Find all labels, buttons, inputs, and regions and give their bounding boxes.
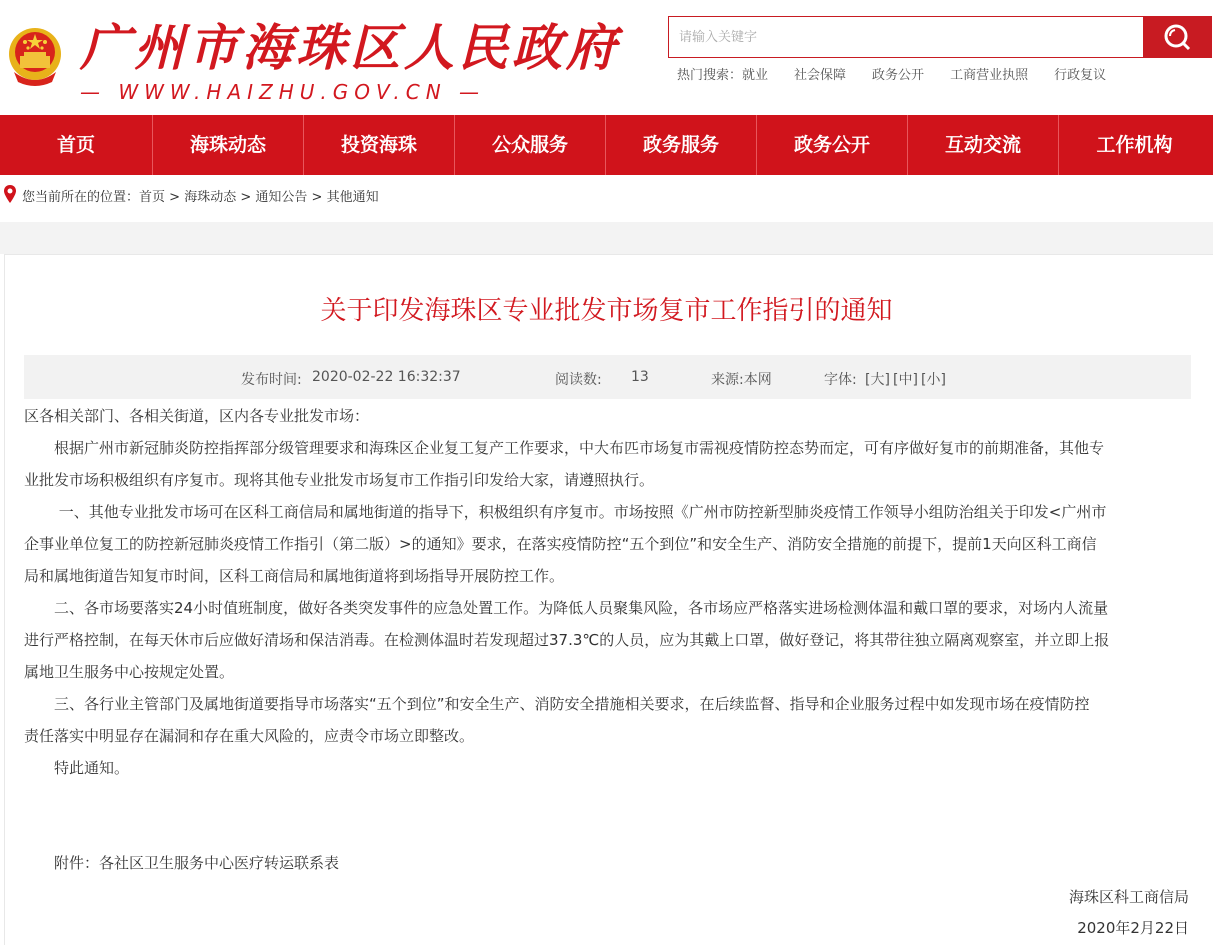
nav-item-public-service[interactable]: 公众服务 (455, 115, 606, 175)
search-box (668, 16, 1144, 58)
paragraph-4 (24, 688, 1194, 752)
closing: 特此通知。 (24, 759, 130, 777)
hot-term-social-security[interactable]: 社会保障 (794, 68, 847, 83)
paragraph-line: 一、其他专业批发市场可在区科工商信局和属地街道的指导下，积极组织有序复市。市场按照《广州市防控新型肺炎疫情工作领导小组防治组关于印发<广州市 (24, 503, 1107, 521)
font-size-small-button[interactable]: [小] (921, 372, 946, 388)
paragraph-line: 根据广州市新冠肺炎防控指挥部分级管理要求和海珠区企业复工复产工作要求，中大布匹市场复市需视疫情防控态势而定，可有序做好复市的前期准备，其他专 (24, 439, 1105, 457)
nav-item-interaction[interactable]: 互动交流 (908, 115, 1059, 175)
reads-label: 阅读数: (555, 372, 602, 388)
paragraph-line: 责任落实中明显存在漏洞和存在重大风险的，应责令市场立即整改。 (24, 727, 475, 745)
nav-item-gov-affairs[interactable]: 政务公开 (757, 115, 908, 175)
font-size-label: 字体: (824, 372, 857, 388)
hot-search-label: 热门搜索： (677, 68, 743, 83)
publish-label: 发布时间: (241, 372, 302, 388)
breadcrumb-notices[interactable]: 通知公告 (255, 190, 308, 205)
breadcrumb-home[interactable]: 首页 (139, 190, 166, 205)
hot-search (677, 64, 1132, 83)
search-icon (1143, 16, 1212, 58)
paragraph-line: 三、各行业主管部门及属地街道要指导市场落实“五个到位”和安全生产、消防安全措施相关要求，在后续监督、指导和企业服务过程中如发现市场在疫情防控 (24, 695, 1090, 713)
signature-date: 2020年2月22日 (1077, 919, 1189, 937)
nav-item-agencies[interactable]: 工作机构 (1096, 134, 1173, 156)
nav-item-invest[interactable]: 投资海珠 (304, 115, 455, 175)
publish-time: 2020-02-22 16:32:37 (312, 369, 461, 385)
signature: 海珠区科工商信局 (1068, 888, 1189, 906)
paragraph-line: 进行严格控制，在每天休市后应做好清场和保洁消毒。在检测体温时若发现超过37.3℃的人员，应为其戴上口罩，做好登记，将其带往独立隔离观察室，并立即上报 (24, 631, 1110, 649)
article-title: 关于印发海珠区专业批发市场复市工作指引的通知 (320, 296, 893, 326)
paragraph-line: 局和属地街道告知复市时间，区科工商信局和属地街道将到场指导开展防控工作。 (24, 567, 565, 585)
article-meta (24, 355, 1191, 399)
attachment-link[interactable]: 附件：各社区卫生服务中心医疗转运联系表 (24, 854, 340, 872)
location-pin-icon (3, 184, 17, 204)
source: 来源:本网 (711, 372, 772, 388)
search-button[interactable] (1143, 16, 1212, 58)
nav-item-home[interactable]: 首页 (0, 115, 153, 175)
hot-term-business-license[interactable]: 工商营业执照 (950, 68, 1029, 83)
paragraph-line: 业批发市场积极组织有序复市。现将其他专业批发市场复市工作指引印发给大家，请遵照执行。 (24, 471, 655, 489)
font-size-medium-button[interactable]: [中] (893, 372, 918, 388)
paragraph-line: 企事业单位复工的防控新冠肺炎疫情工作指引（第二版）>的通知》要求，在落实疫情防控“五个到位”和安全生产、消防安全措施的前提下，提前1天向区科工商信 (24, 535, 1097, 553)
breadcrumb-haizhu-news[interactable]: 海珠动态 (184, 190, 237, 205)
divider-band (0, 222, 1213, 254)
hot-term-admin-review[interactable]: 行政复议 (1054, 68, 1107, 83)
site-title: 广州市海珠区人民政府 (80, 18, 620, 77)
main-nav (0, 115, 1213, 175)
hot-term-jiuye[interactable]: 就业 (742, 68, 769, 83)
site-header (0, 0, 1213, 115)
breadcrumb-sep: > (236, 190, 256, 205)
paragraph-2 (24, 496, 1194, 592)
breadcrumb-sep: > (307, 190, 327, 205)
search-input[interactable] (669, 17, 1159, 57)
breadcrumb-prefix: 您当前所在的位置： (22, 190, 140, 205)
site-url: — WWW.HAIZHU.GOV.CN — (80, 80, 486, 104)
paragraph-line: 二、各市场要落实24小时值班制度，做好各类突发事件的应急处置工作。为降低人员聚集风险，各市场应严格落实进场检测体温和戴口罩的要求，对场内人流量 (24, 599, 1109, 617)
hot-term-gov-affairs[interactable]: 政务公开 (872, 68, 925, 83)
salutation: 区各相关部门、各相关街道，区内各专业批发市场： (24, 407, 370, 425)
paragraph-3 (24, 592, 1194, 688)
breadcrumb-other-notices[interactable]: 其他通知 (326, 190, 379, 205)
breadcrumb-sep: > (165, 190, 185, 205)
nav-item-haizhu-news[interactable]: 海珠动态 (153, 115, 304, 175)
nav-item-gov-service[interactable]: 政务服务 (606, 115, 757, 175)
reads-count: 13 (631, 369, 649, 385)
national-emblem-icon (6, 22, 64, 90)
font-size-large-button[interactable]: [大] (865, 372, 890, 388)
paragraph-line: 属地卫生服务中心按规定处置。 (24, 663, 235, 681)
paragraph-1 (24, 432, 1194, 496)
